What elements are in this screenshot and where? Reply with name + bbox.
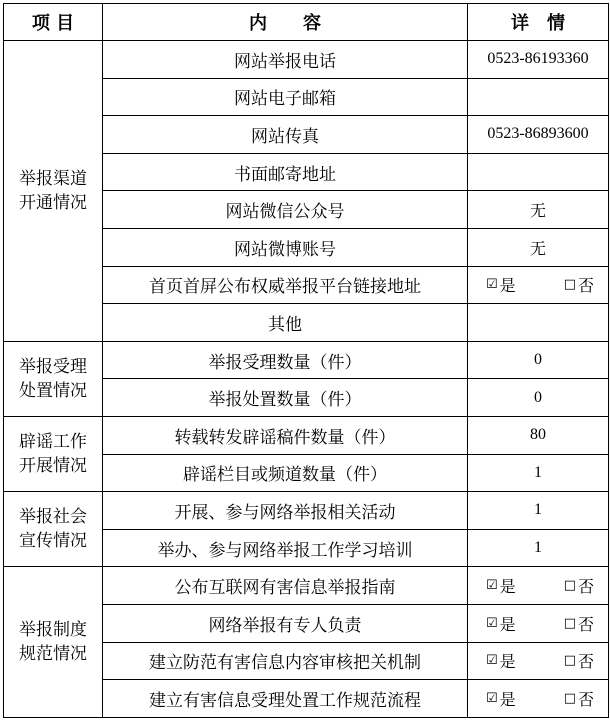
item-cell: 建立有害信息受理处置工作规范流程 [103,680,468,718]
table-row [4,41,609,79]
category-cell [4,416,103,491]
value-cell: 0523-86893600 [468,116,609,154]
table-row [4,567,609,605]
category-line: 举报受理 [19,356,87,377]
yes-label: 是 [499,614,516,634]
report-table [3,3,609,718]
checkbox-icon: □ [563,653,576,669]
item-cell: 公布互联网有害信息举报指南 [103,567,468,605]
header-row [4,4,609,41]
checked-box-icon: ☑ [486,578,498,594]
checkbox-icon: □ [563,277,576,293]
checkbox-icon: □ [563,615,576,631]
item-cell: 转载转发辟谣稿件数量（件） [103,416,468,454]
table-row [4,416,609,454]
category-line: 辟谣工作 [19,432,87,453]
yes-option[interactable] [486,612,516,635]
item-cell: 网站微信公众号 [103,191,468,229]
item-cell: 举报处置数量（件） [103,379,468,417]
table-row [4,492,609,530]
value-cell: 1 [468,492,609,530]
checkbox-icon: □ [563,578,576,594]
checked-box-icon: ☑ [486,653,498,669]
category-cell [4,567,103,717]
item-cell: 网站传真 [103,116,468,154]
value-cell: 0 [468,341,609,379]
no-option[interactable] [564,574,594,597]
item-cell: 网站举报电话 [103,41,468,79]
category-line: 开展情况 [19,456,87,477]
yes-no-cell [468,680,609,718]
item-cell: 网络举报有专人负责 [103,604,468,642]
yes-no-cell [468,567,609,605]
checkbox-icon: □ [563,690,576,706]
value-cell: 1 [468,454,609,492]
item-cell: 举报受理数量（件） [103,341,468,379]
item-cell: 其他 [103,304,468,342]
category-line: 处置情况 [19,380,87,401]
yes-label: 是 [499,577,516,597]
category-line: 举报渠道 [19,168,87,189]
value-cell: 无 [468,228,609,266]
no-label: 否 [577,614,594,634]
item-cell: 建立防范有害信息内容审核把关机制 [103,642,468,680]
no-label: 否 [577,689,594,709]
value-cell: 1 [468,529,609,567]
checked-box-icon: ☑ [486,615,498,631]
item-cell: 网站电子邮箱 [103,78,468,116]
header-item: 项 目 [4,4,103,41]
item-cell: 辟谣栏目或频道数量（件） [103,454,468,492]
no-label: 否 [577,652,594,672]
category-cell [4,341,103,416]
value-cell [468,304,609,342]
item-cell: 举办、参与网络举报工作学习培训 [103,529,468,567]
category-line: 宣传情况 [19,531,87,552]
no-option[interactable] [564,687,594,710]
yes-no-cell [468,266,609,304]
item-cell: 首页首屏公布权威举报平台链接地址 [103,266,468,304]
category-cell [4,492,103,567]
yes-label: 是 [499,652,516,672]
yes-option[interactable] [486,687,516,710]
no-label: 否 [577,577,594,597]
yes-option[interactable] [486,574,516,597]
value-cell: 无 [468,191,609,229]
value-cell: 0 [468,379,609,417]
no-option[interactable] [564,612,594,635]
value-cell [468,153,609,191]
table-row [4,341,609,379]
category-line: 举报社会 [19,507,87,528]
value-cell [468,78,609,116]
no-label: 否 [577,276,594,296]
yes-no-cell [468,604,609,642]
no-option[interactable] [564,273,594,296]
header-detail: 详 情 [468,4,609,41]
category-line: 开通情况 [19,192,87,213]
item-cell: 开展、参与网络举报相关活动 [103,492,468,530]
yes-label: 是 [499,689,516,709]
checked-box-icon: ☑ [486,690,498,706]
value-cell: 0523-86193360 [468,41,609,79]
value-cell: 80 [468,416,609,454]
category-line: 举报制度 [19,620,87,640]
table-body [4,41,609,718]
yes-option[interactable] [486,273,516,296]
category-cell [4,41,103,342]
yes-label: 是 [499,276,516,296]
no-option[interactable] [564,649,594,672]
item-cell: 网站微博账号 [103,228,468,266]
category-line: 规范情况 [19,644,87,664]
checked-box-icon: ☑ [486,277,498,293]
item-cell: 书面邮寄地址 [103,153,468,191]
yes-option[interactable] [486,649,516,672]
yes-no-cell [468,642,609,680]
header-content: 内 容 [103,4,468,41]
